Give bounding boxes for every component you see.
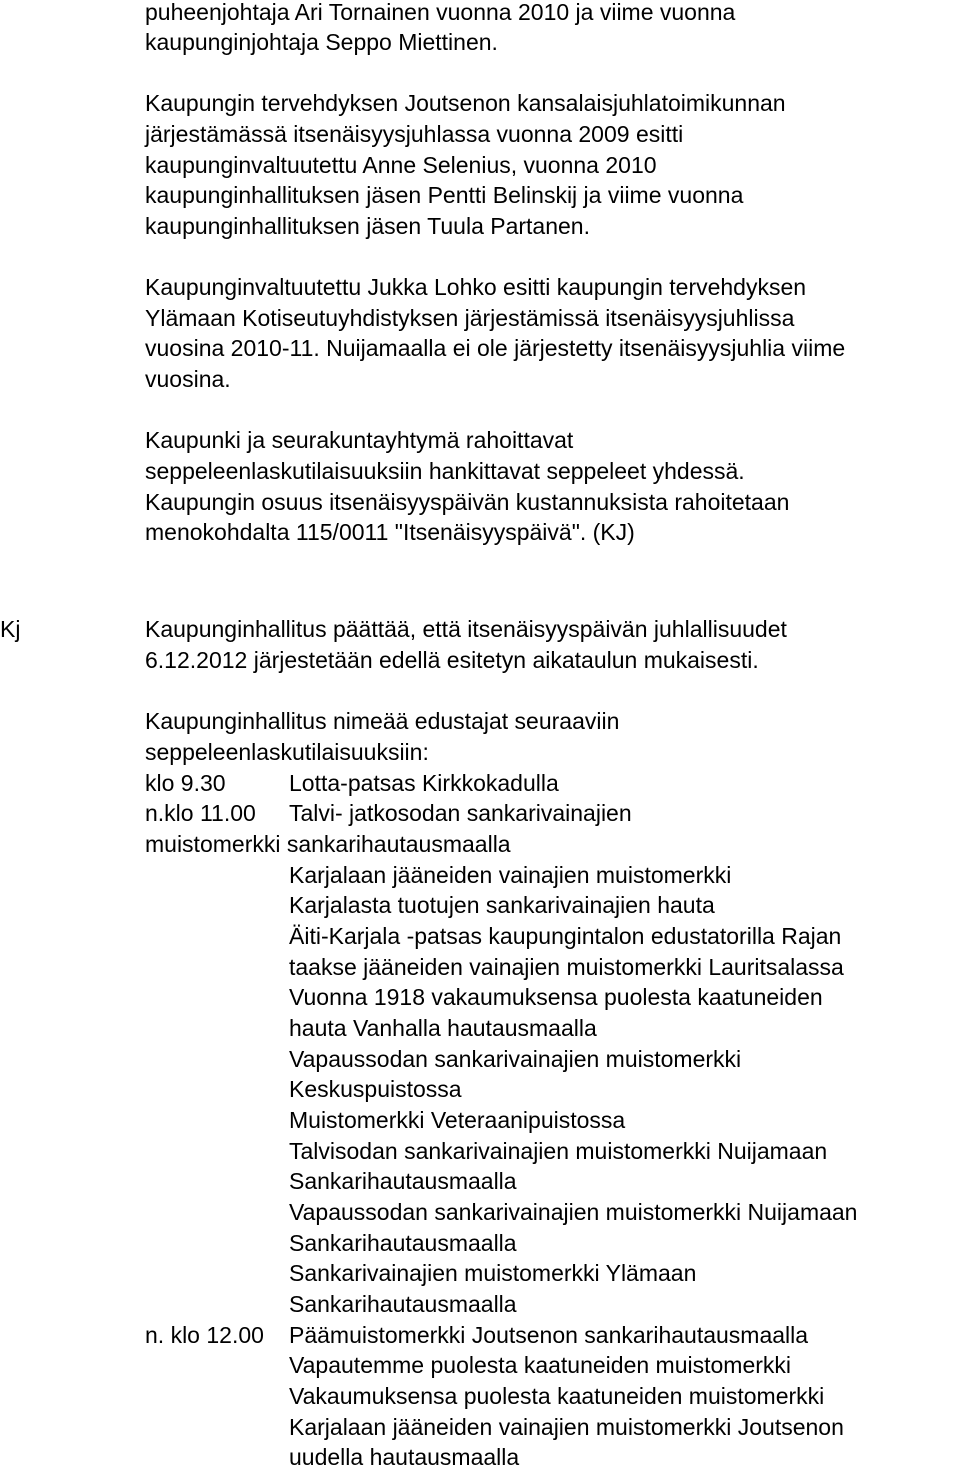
proposal-line: Kaupunginhallitus päättää, että itsenäisyyspäivän juhlallisuudet bbox=[145, 616, 787, 642]
proposal-line: 6.12.2012 järjestetään edellä esitetyn aikataulun mukaisesti. bbox=[145, 647, 759, 673]
paragraph-3-line: Kaupunki ja seurakuntayhtymä rahoittavat bbox=[145, 427, 574, 453]
paragraph-1-line: kaupunginvaltuutettu Anne Selenius, vuonna 2010 bbox=[145, 152, 657, 178]
schedule-place: Sankarivainajien muistomerkki Ylämaan bbox=[289, 1260, 697, 1286]
schedule-place: Lotta-patsas Kirkkokadulla bbox=[289, 770, 559, 796]
schedule-time: n. klo 12.00 bbox=[145, 1322, 264, 1348]
paragraph-1-line: kaupunginhallituksen jäsen Tuula Partanen. bbox=[145, 213, 590, 239]
schedule-place: Sankarihautausmaalla bbox=[289, 1230, 517, 1256]
schedule-time: klo 9.30 bbox=[145, 770, 226, 796]
intro-line: kaupunginjohtaja Seppo Miettinen. bbox=[145, 29, 498, 55]
schedule-place: Talvi- jatkosodan sankarivainajien bbox=[289, 800, 632, 826]
schedule-place: Karjalaan jääneiden vainajien muistomerkki bbox=[289, 862, 732, 888]
schedule-place: Sankarihautausmaalla bbox=[289, 1291, 517, 1317]
paragraph-1-line: järjestämässä itsenäisyysjuhlassa vuonna 2009 esitti bbox=[145, 121, 684, 147]
appointment-line: Kaupunginhallitus nimeää edustajat seuraaviin bbox=[145, 708, 620, 734]
schedule-place: taakse jääneiden vainajien muistomerkki Lauritsalassa bbox=[289, 954, 844, 980]
paragraph-2-line: Kaupunginvaltuutettu Jukka Lohko esitti kaupungin tervehdyksen bbox=[145, 274, 807, 300]
schedule-place: Muistomerkki Veteraanipuistossa bbox=[289, 1107, 626, 1133]
paragraph-2-line: vuosina 2010-11. Nuijamaalla ei ole järjestetty itsenäisyysjuhlia viime bbox=[145, 335, 846, 361]
paragraph-2-line: vuosina. bbox=[145, 366, 231, 392]
proposal-label: Kj bbox=[0, 616, 21, 642]
schedule-place: Vapaussodan sankarivainajien muistomerkki bbox=[289, 1046, 742, 1072]
schedule-place: Karjalaan jääneiden vainajien muistomerkki Joutsenon bbox=[289, 1414, 844, 1440]
schedule-place: Päämuistomerkki Joutsenon sankarihautausmaalla bbox=[289, 1322, 809, 1348]
paragraph-2-line: Ylämaan Kotiseutuyhdistyksen järjestämissä itsenäisyysjuhlissa bbox=[145, 305, 795, 331]
paragraph-1-line: Kaupungin tervehdyksen Joutsenon kansalaisjuhlatoimikunnan bbox=[145, 90, 786, 116]
intro-line: puheenjohtaja Ari Tornainen vuonna 2010 ja viime vuonna bbox=[145, 0, 736, 25]
schedule-place: Vapautemme puolesta kaatuneiden muistomerkki bbox=[289, 1352, 792, 1378]
paragraph-1-line: kaupunginhallituksen jäsen Pentti Belinskij ja viime vuonna bbox=[145, 182, 744, 208]
schedule-time: n.klo 11.00 bbox=[145, 800, 256, 826]
schedule-place: Vakaumuksensa puolesta kaatuneiden muistomerkki bbox=[289, 1383, 825, 1409]
schedule-place: Karjalasta tuotujen sankarivainajien hauta bbox=[289, 892, 715, 918]
paragraph-3-line: menokohdalta 115/0011 "Itsenäisyyspäivä". (KJ) bbox=[145, 519, 635, 545]
schedule-place: Äiti-Karjala -patsas kaupungintalon edustatorilla Rajan bbox=[289, 923, 842, 949]
schedule-place-continued: muistomerkki sankarihautausmaalla bbox=[145, 831, 511, 857]
schedule-place: uudella hautausmaalla bbox=[289, 1444, 520, 1470]
paragraph-3-line: Kaupungin osuus itsenäisyyspäivän kustannuksista rahoitetaan bbox=[145, 489, 790, 515]
schedule-place: hauta Vanhalla hautausmaalla bbox=[289, 1015, 597, 1041]
paragraph-3-line: seppeleenlaskutilaisuuksiin hankittavat seppeleet yhdessä. bbox=[145, 458, 745, 484]
schedule-place: Keskuspuistossa bbox=[289, 1076, 462, 1102]
schedule-place: Vapaussodan sankarivainajien muistomerkki Nuijamaan bbox=[289, 1199, 858, 1225]
schedule-place: Vuonna 1918 vakaumuksensa puolesta kaatuneiden bbox=[289, 984, 823, 1010]
schedule-place: Talvisodan sankarivainajien muistomerkki Nuijamaan bbox=[289, 1138, 828, 1164]
appointment-line: seppeleenlaskutilaisuuksiin: bbox=[145, 739, 429, 765]
schedule-place: Sankarihautausmaalla bbox=[289, 1168, 517, 1194]
